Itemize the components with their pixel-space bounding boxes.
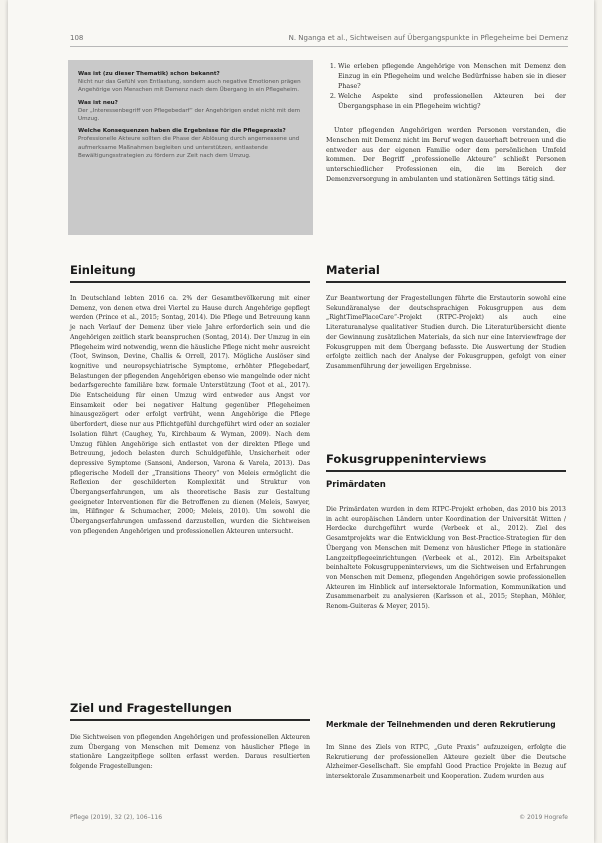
summary-answer: Professionelle Akteure sollten die Phase der Ablösung durch angemessene und aufmerksame Maßnahmen begleiten und unterstützen, entlastende Bewältigungsstrategien zu fördern zur Zeit nach dem Umzug. — [78, 136, 300, 159]
page-footer — [70, 814, 568, 824]
einleitung-paragraph: In Deutschland lebten 2016 ca. 2% der Gesamtbevölkerung mit einer Demenz, von denen etwa drei Viertel zu Hause durch Angehörige gepflegt werden (Prince et al., 2015; Sontag, 2014). Die Pflege und Betreuung kann je nach Verlauf der Demenz über viele Jahre erforderlich sein und die Angehörigen zeitlich stark beanspruchen (Sontag, 2014). Der Umzug in ein Pflegeheim wird notwendig, wenn die häusliche Pflege nicht mehr ausreicht (Toot, Swinson, Devine, Challis & Orrell, 2017). Mögliche Auslöser sind kognitive und neuropsychiatrische Symptome, erhöhter Pflegebedarf, Belastungen der pflegenden Angehörigen ebenso wie mangelnde oder nicht bedarfsgerechte familiäre bzw. formale Unterstützung (Toot et al., 2017). Die Entscheidung für einen Umzug wird entweder aus Angst vor Einsamkeit oder bei negativer Haltung gegenüber Pflegeheimen hinausgezögert oder erfolgt verfrüht, wenn Angehörige die Pflege überfordert, diese nur aus Pflichtgefühl durchgeführt wird oder an sozialer Isolation führt (Caughey, Yu, Kirchbaum & Wyman, 2009). Nach dem Umzug fühlen Angehörige sich entlastet von der direkten Pflege und Betreuung, jedoch belasten durch Schuldgefühle, Unsicherheit oder depressive Symptome (Sansoni, Anderson, Varona & Varela, 2013). Das pflegerische Modell der „Transitions Theory“ von Meleis ermöglicht die Reflexion der geschilderten Komplexität und Struktur von Übergangserfahrungen, um als theoretische Basis zur Gestaltung geeigneter Interventionen für die Betroffenen zu dienen (Meleis, Sawyer, im, Hilfinger & Schumacher, 2000; Meleis, 2010). Um sowohl die Übergangserfahrungen umfassend darzustellen, wurden die Sichtweisen von pflegenden Angehörigen und professionellen Akteuren untersucht. — [70, 295, 310, 535]
running-header — [70, 34, 568, 46]
section-title-ziel: Ziel und Fragestellungen — [70, 701, 232, 715]
einleitung-body — [70, 294, 310, 537]
summary-answer: Nicht nur das Gefühl von Entlastung, sondern auch negative Emotionen prägen Angehörige von Menschen mit Demenz nach dem Übergang in ein Pflegeheim. — [78, 79, 301, 94]
merkmale-body — [326, 743, 566, 782]
journal-citation: Pflege (2019), 32 (2), 106–116 — [70, 814, 163, 821]
primaerdaten-paragraph: Die Primärdaten wurden in dem RTPC-Projekt erhoben, das 2010 bis 2013 in acht europäischen Ländern unter Koordination der Universität Witten / Herdecke durchgeführt wurde (Verbeek et al., 2012). Ziel des Gesamtprojekts war die Entwicklung von Best-Practice-Strategien für den Übergang von Menschen mit Demenz von häuslicher Pflege in stationäre Langzeitpflegeeinrichtungen (Verbeek et al., 2012). Ein Arbeitspaket beinhaltete Fokusgruppeninterviews, um die Sichtweisen und Erfahrungen von Menschen mit Demenz, pflegenden Angehörigen sowie professionellen Akteuren im Hinblick auf intersektorale Information, Kommunikation und Zusammenarbeit zu analysieren (Karlsson et al., 2015; Stephan, Möhler, Renom-Guiteras & Meyer, 2015). — [326, 506, 566, 611]
ziel-paragraph: Die Sichtweisen von pflegenden Angehörigen und professionellen Akteuren zum Übergang von Menschen mit Demenz von häuslicher Pflege in stationäre Langzeitpflege sollten erfasst werden. Daraus resultierten folgende Fragestellungen: — [70, 734, 310, 771]
question-item: 1. Wie erleben pflegende Angehörige von Menschen mit Demenz den Einzug in ein Pflegeheim und welche Bedürfnisse haben sie in dieser Phase? — [338, 62, 566, 91]
section-rule — [326, 281, 566, 283]
summary-box — [68, 60, 313, 235]
merkmale-paragraph: Im Sinne des Ziels von RTPC, „Gute Praxis“ aufzuzeigen, erfolgte die Rekrutierung der professionellen Akteure gezielt über die Deutsche Alzheimer-Gesellschaft. Sie empfahl Good Practice Projekte in Bezug auf intersektorale Zusammenarbeit und Kooperation. Zudem wurden aus — [326, 744, 566, 781]
material-body — [326, 294, 566, 372]
summary-question: Was ist neu? — [78, 99, 118, 106]
section-rule — [326, 470, 566, 472]
definitions-paragraph: Unter pflegenden Angehörigen werden Personen verstanden, die Menschen mit Demenz nicht im Beruf wegen dauerhaft betreuen und die entweder aus der eigenen Familie oder dem persönlichen Umfeld kommen. Der Begriff „professionelle Akteure“ schließt Personen unterschiedlicher Professionen ein, die im Bereich der Demenzversorgung in ambulanten und stationären Settings tätig sind. — [326, 125, 566, 183]
publisher-note: © 2019 Hogrefe — [519, 814, 568, 821]
page-number: 108 — [70, 34, 84, 42]
summary-answer: Der „Interessenbegriff von Pflegebedarf“ der Angehörigen endet nicht mit dem Umzug. — [78, 107, 301, 123]
summary-question: Was ist (zu dieser Thematik) schon bekannt? — [78, 71, 220, 77]
research-questions-block — [326, 62, 566, 185]
section-rule — [70, 281, 310, 283]
subsection-title-primaerdaten: Primärdaten — [326, 480, 386, 490]
section-rule — [70, 719, 310, 721]
summary-question: Welche Konsequenzen haben die Ergebnisse für die Pflegepraxis? — [78, 128, 286, 135]
questions-list — [326, 62, 566, 112]
section-title-material: Material — [326, 263, 380, 277]
subsection-title-merkmale: Merkmale der Teilnehmenden und deren Rekrutierung — [326, 720, 556, 729]
material-paragraph: Zur Beantwortung der Fragestellungen führte die Erstautorin sowohl eine Sekundäranalyse der deutschsprachigen Fokusgruppen aus dem „RightTimePlaceCare“-Projekt (RTPC-Projekt) als auch eine Literaturanalyse qualitativer Studien durch. Die Literaturübersicht diente der Gewinnung zusätzlichen Materials, da sich nur eine Interviewfrage der Fokusgruppen mit dem Übergang befasste. Die Auswertung der Studien erfolgte zeitlich nach der Analyse der Fokusgruppen, gefolgt von einer Zusammenführung der jeweiligen Ergebnisse. — [326, 295, 566, 370]
section-title-fokusgruppen: Fokusgruppeninterviews — [326, 452, 487, 466]
primaerdaten-body — [326, 505, 566, 612]
question-item: 2. Welche Aspekte sind professionellen Akteuren bei der Übergangsphase in ein Pflegeheim wichtig? — [338, 92, 566, 112]
header-rule — [70, 46, 568, 47]
section-title-einleitung: Einleitung — [70, 263, 136, 277]
ziel-body — [70, 733, 310, 772]
running-title: N. Nganga et al., Sichtweisen auf Übergangspunkte in Pflegeheime bei Demenz — [288, 34, 568, 42]
